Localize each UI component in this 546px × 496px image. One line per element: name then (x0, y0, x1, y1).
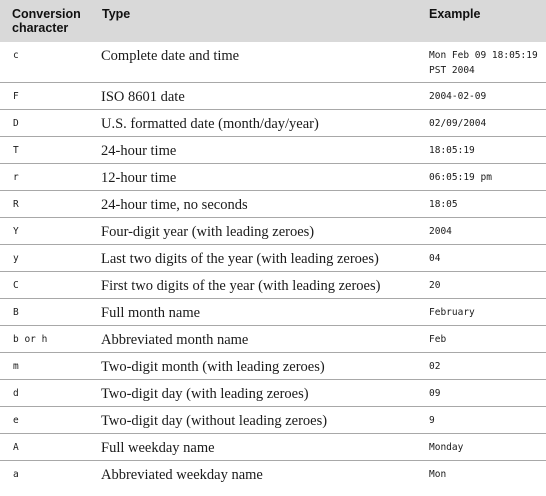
example-cell (427, 298, 546, 325)
type-cell: 24-hour time, no seconds (101, 196, 248, 213)
type-cell: Two-digit day (without leading zeroes) (101, 412, 328, 429)
example-cell (427, 244, 546, 271)
example-line: 18:05:19 (429, 144, 475, 156)
conversion-character-cell: m (13, 360, 19, 372)
table-row (0, 352, 546, 379)
example-line: 02/09/2004 (429, 117, 487, 129)
type-cell: Two-digit day (with leading zeroes) (101, 385, 309, 402)
example-cell (427, 433, 546, 460)
example-cell (427, 271, 546, 298)
conversion-character-cell: a (13, 468, 19, 480)
example-line: 18:05 (429, 198, 458, 210)
example-cell (427, 190, 546, 217)
conversion-character-cell: b or h (13, 333, 48, 345)
example-cell (427, 163, 546, 190)
example-cell (427, 42, 546, 82)
conversion-character-cell: F (13, 90, 19, 102)
table-row (0, 298, 546, 325)
type-cell: Full weekday name (101, 439, 215, 456)
table-row (0, 433, 546, 460)
header-example: Example (429, 7, 481, 21)
conversion-character-cell: r (13, 171, 19, 183)
type-cell: 12-hour time (101, 169, 177, 186)
example-line: Mon Feb 09 18:05:19 (429, 50, 538, 61)
conversion-character-cell: T (13, 144, 19, 156)
table-row (0, 217, 546, 244)
type-cell: Complete date and time (101, 48, 240, 64)
example-cell (427, 136, 546, 163)
example-line: 9 (429, 414, 435, 426)
example-line: Monday (429, 441, 464, 453)
table-header (0, 0, 546, 42)
conversion-character-cell: A (13, 441, 19, 453)
example-cell (427, 379, 546, 406)
table-row (0, 271, 546, 298)
example-line: 09 (429, 387, 441, 399)
table-row (0, 82, 546, 109)
conversion-character-cell: e (13, 414, 19, 426)
example-line: Mon (429, 468, 447, 480)
table-row (0, 244, 546, 271)
conversion-character-cell: Y (13, 225, 19, 237)
conversion-character-cell: C (13, 279, 19, 291)
example-line: 02 (429, 360, 441, 372)
type-cell: ISO 8601 date (101, 88, 185, 105)
type-cell: Two-digit month (with leading zeroes) (101, 358, 325, 375)
header-row (0, 0, 546, 42)
conversion-character-cell: R (13, 198, 19, 210)
conversion-character-cell: d (13, 387, 19, 399)
example-cell (427, 325, 546, 352)
table-body (0, 42, 546, 487)
header-character (0, 0, 100, 42)
type-cell: Abbreviated weekday name (101, 466, 263, 483)
example-line: February (429, 306, 475, 318)
table-row (0, 163, 546, 190)
header-character-line-1: Conversion (12, 7, 81, 21)
table-row (0, 379, 546, 406)
example-line: PST 2004 (429, 65, 475, 76)
example-cell (427, 217, 546, 244)
type-cell: First two digits of the year (with leading zeroes) (101, 277, 381, 294)
type-cell: U.S. formatted date (month/day/year) (101, 115, 319, 132)
header-character-line-2: character (12, 21, 69, 35)
example-cell (427, 352, 546, 379)
table-row (0, 42, 546, 82)
example-cell (427, 460, 546, 487)
conversion-character-cell: B (13, 306, 19, 318)
example-line: 06:05:19 pm (429, 171, 492, 183)
conversion-character-cell: D (13, 117, 19, 129)
table-row (0, 109, 546, 136)
header-type: Type (102, 7, 131, 21)
conversion-character-cell: y (13, 252, 19, 264)
type-cell: 24-hour time (101, 142, 177, 159)
example-line: 2004 (429, 225, 452, 237)
type-cell: Four-digit year (with leading zeroes) (101, 223, 315, 240)
table-row (0, 406, 546, 433)
example-line: 20 (429, 279, 441, 291)
table-row (0, 460, 546, 487)
table-row (0, 325, 546, 352)
type-cell: Abbreviated month name (101, 331, 249, 348)
example-cell (427, 406, 546, 433)
example-cell (427, 109, 546, 136)
conversion-character-cell: c (13, 50, 19, 61)
table-row (0, 136, 546, 163)
type-cell: Last two digits of the year (with leading zeroes) (101, 250, 379, 267)
example-line: Feb (429, 333, 447, 345)
example-line: 04 (429, 252, 441, 264)
type-cell: Full month name (101, 304, 201, 321)
table-row (0, 190, 546, 217)
example-cell (427, 82, 546, 109)
example-line: 2004-02-09 (429, 90, 487, 102)
